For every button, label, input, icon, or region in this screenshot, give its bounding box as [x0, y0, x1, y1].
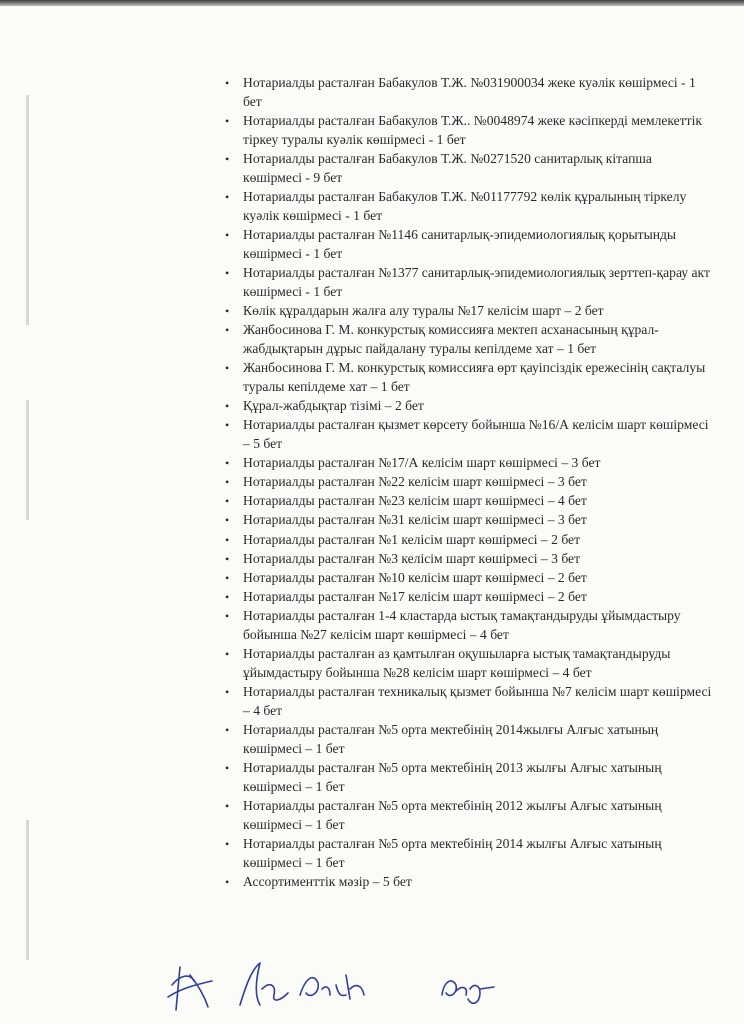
- bullet-icon: •: [225, 323, 230, 338]
- list-item: [222, 473, 712, 492]
- signature-3: [300, 975, 364, 999]
- bullet-icon: •: [225, 418, 230, 433]
- bullet-icon: •: [225, 798, 230, 813]
- bullet-icon: •: [225, 722, 230, 737]
- scan-edge-mark: [26, 400, 29, 520]
- list-item-text: Жанбосинова Г. М. конкурстық комиссияға мектеп асханасының құрал-жабдықтарын дұрыс пайдалану туралы кепілдеме хат – 1 бет: [243, 322, 659, 356]
- list-item-text: Нотариалды расталған №22 келісім шарт көшірмесі – 3 бет: [243, 474, 587, 490]
- list-item: [222, 492, 712, 511]
- list-item-text: Нотариалды расталған №17 келісім шарт көшірмесі – 2 бет: [243, 588, 587, 604]
- list-item-text: Құрал-жабдықтар тізімі – 2 бет: [243, 398, 424, 414]
- list-item: [222, 416, 712, 454]
- bullet-icon: •: [225, 399, 230, 414]
- bullet-icon: •: [225, 114, 230, 128]
- list-item: [222, 683, 712, 721]
- bullet-icon: •: [225, 513, 230, 528]
- list-item-text: Нотариалды расталған №10 келісім шарт көшірмесі – 2 бет: [243, 569, 587, 585]
- bullet-icon: •: [225, 361, 230, 376]
- list-item: [222, 359, 712, 397]
- bullet-icon: •: [225, 684, 230, 699]
- list-item-text: Ассортименттік мәзір – 5 бет: [243, 873, 412, 889]
- bullet-icon: •: [225, 608, 230, 623]
- list-item: [222, 607, 712, 645]
- list-item-text: Нотариалды расталған №17/А келісім шарт көшірмесі – 3 бет: [243, 455, 601, 471]
- bullet-icon: •: [225, 266, 230, 280]
- list-item: [222, 721, 712, 759]
- bullet-icon: •: [225, 589, 230, 604]
- signature-scribbles: [150, 955, 530, 1015]
- list-item: [222, 397, 712, 416]
- list-item: [222, 569, 712, 588]
- bullet-icon: •: [225, 874, 230, 889]
- list-item: [222, 835, 712, 873]
- list-item: [222, 454, 712, 473]
- signature-1: [168, 967, 212, 1010]
- list-item: [222, 550, 712, 569]
- bullet-icon: •: [225, 494, 230, 509]
- bullet-icon: •: [225, 456, 230, 471]
- list-item: [222, 511, 712, 530]
- bullet-icon: •: [225, 836, 230, 851]
- list-item: [222, 112, 712, 150]
- list-item-text: Нотариалды расталған техникалық қызмет бойынша №7 келісім шарт көшірмесі – 4 бет: [243, 683, 712, 718]
- signature-4: [442, 981, 494, 1003]
- list-item-text: Нотариалды расталған Бабакулов Т.Ж.. №0048974 жеке кәсіпкерді мемлекеттік тіркеу туралы куәлік көшірмесі - 1 бет: [243, 113, 702, 147]
- list-item-text: Нотариалды расталған 1-4 кластарда ыстық тамақтандыруды ұйымдастыру бойынша №27 келісім шарт көшірмесі – 4 бет: [243, 607, 681, 642]
- list-item: [222, 226, 712, 264]
- list-item-text: Нотариалды расталған қызмет көрсету бойынша №16/А келісім шарт көшірмесі – 5 бет: [243, 417, 709, 452]
- list-item: [222, 188, 712, 226]
- list-item-text: Нотариалды расталған Бабакулов Т.Ж. №01177792 көлік құралының тіркелу куәлік көшірмесі - 1 бет: [243, 189, 687, 223]
- list-item-text: Көлік құралдарын жалға алу туралы №17 келісім шарт – 2 бет: [243, 303, 604, 318]
- bullet-icon: •: [225, 570, 230, 585]
- list-item-text: Нотариалды расталған аз қамтылған оқушыларға ыстық тамақтандыруды ұйымдастыру бойынша №28 келісім шарт көшірмесі – 4 бет: [243, 645, 671, 680]
- signature-2: [240, 963, 288, 1005]
- list-item-text: Нотариалды расталған №5 орта мектебінің 2013 жылғы Алғыс хатының көшірмесі – 1 бет: [243, 759, 662, 794]
- list-item-text: Нотариалды расталған №31 келісім шарт көшірмесі – 3 бет: [243, 512, 587, 528]
- list-item-text: Жанбосинова Г. М. конкурстық комиссияға өрт қауіпсіздік ережесінің сақталуы туралы кепілдеме хат – 1 бет: [243, 360, 706, 394]
- list-item: [222, 797, 712, 835]
- document-list: [222, 74, 712, 892]
- list-item: [222, 74, 712, 112]
- list-item-text: Нотариалды расталған Бабакулов Т.Ж. №0271520 санитарлық кітапша көшірмесі - 9 бет: [243, 151, 652, 185]
- bullet-icon: •: [225, 76, 230, 90]
- list-item: [222, 645, 712, 683]
- bullet-icon: •: [225, 551, 230, 566]
- list-item: [222, 302, 712, 321]
- list-item-text: Нотариалды расталған №1377 санитарлық-эпидемиологиялық зерттеп-қарау акт көшірмесі - 1 бет: [243, 265, 710, 299]
- list-item-text: Нотариалды расталған №23 келісім шарт көшірмесі – 4 бет: [243, 493, 587, 509]
- bullet-icon: •: [225, 532, 230, 547]
- list-item: [222, 531, 712, 550]
- list-item: [222, 264, 712, 302]
- list-item: [222, 588, 712, 607]
- bullet-icon: •: [225, 190, 230, 204]
- scan-edge-mark: [26, 820, 29, 960]
- list-item-text: Нотариалды расталған Бабакулов Т.Ж. №031900034 жеке куәлік көшірмесі - 1 бет: [243, 75, 696, 109]
- bullet-icon: •: [225, 475, 230, 490]
- list-item-text: Нотариалды расталған №5 орта мектебінің 2014 жылғы Алғыс хатының көшірмесі – 1 бет: [243, 835, 662, 870]
- list-item-text: Нотариалды расталған №1 келісім шарт көшірмесі – 2 бет: [243, 531, 581, 547]
- bullet-icon: •: [225, 228, 230, 242]
- bullet-icon: •: [225, 152, 230, 166]
- scan-top-edge: [0, 0, 744, 6]
- list-item: [222, 321, 712, 359]
- list-item: [222, 150, 712, 188]
- list-item-text: Нотариалды расталған №5 орта мектебінің 2012 жылғы Алғыс хатының көшірмесі – 1 бет: [243, 797, 662, 832]
- bullet-icon: •: [225, 760, 230, 775]
- bullet-icon: •: [225, 304, 230, 318]
- signatures: [150, 955, 530, 1015]
- bullet-icon: •: [225, 646, 230, 661]
- list-item-text: Нотариалды расталған №5 орта мектебінің 2014жылғы Алғыс хатының көшірмесі – 1 бет: [243, 721, 659, 756]
- list-item: [222, 759, 712, 797]
- scan-edge-mark: [26, 95, 29, 325]
- list-item-text: Нотариалды расталған №1146 санитарлық-эпидемиологиялық қорытынды көшірмесі - 1 бет: [243, 227, 677, 261]
- list-item: [222, 873, 712, 892]
- list-item-text: Нотариалды расталған №3 келісім шарт көшірмесі – 3 бет: [243, 550, 581, 566]
